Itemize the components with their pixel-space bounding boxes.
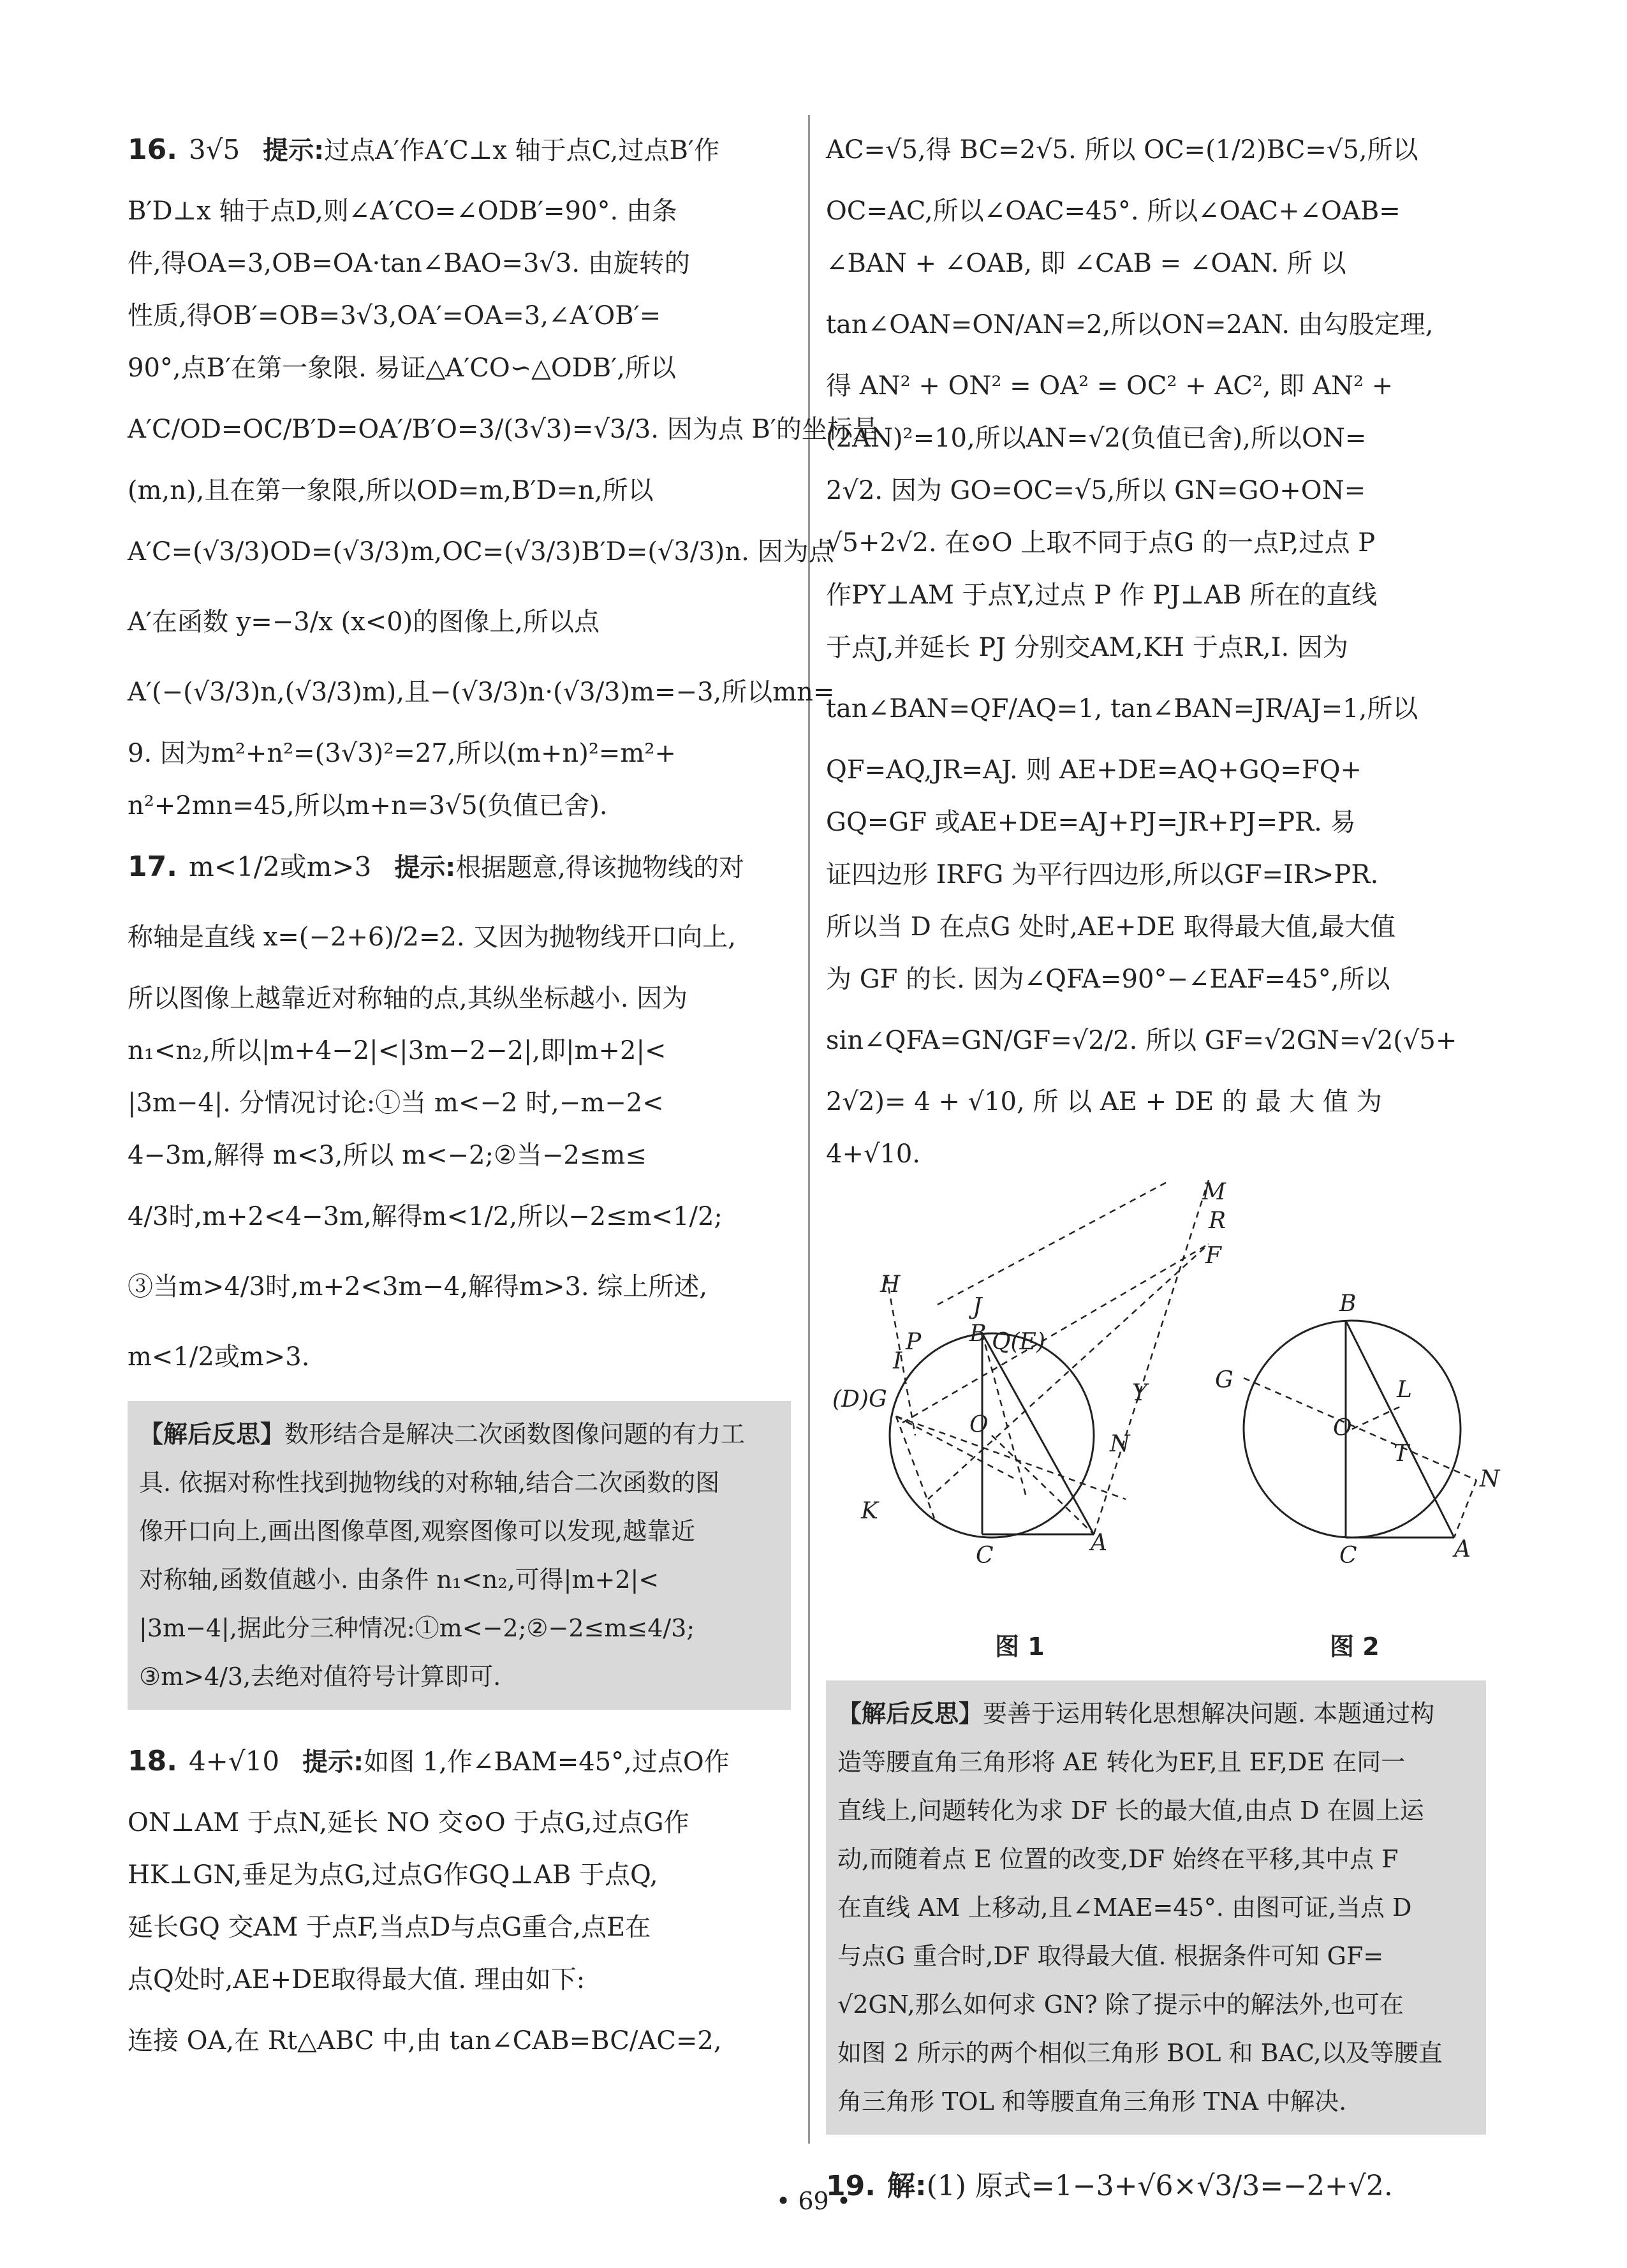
question-18: [128, 1726, 791, 2076]
reflection-tag: 【解后反思】: [139, 1420, 285, 1448]
q18-cont-line: AC=√5,得 BC=2√5. 所以 OC=(1/2)BC=√5,所以: [826, 135, 1418, 165]
q18-number: 18.: [128, 1745, 177, 1777]
q17-line: 称轴是直线 x=(−2+6)/2=2. 又因为抛物线开口向上,: [128, 923, 736, 952]
reflection-line: 在直线 AM 上移动,且∠MAE=45°. 由图可证,当点 D: [837, 1894, 1412, 1922]
reflection-line: 直线上,问题转化为求 DF 长的最大值,由点 D 在圆上运: [837, 1797, 1424, 1825]
reflection-line: 数形结合是解决二次函数图像问题的有力工: [284, 1420, 746, 1448]
q16-line: 过点A′作A′C⊥x 轴于点C,过点B′作: [324, 136, 719, 165]
reflection-line: 要善于运用转化思想解决问题. 本题通过构: [983, 1700, 1435, 1728]
figure-2: [1215, 1291, 1501, 1569]
q18-line: 延长GQ 交AM 于点F,当点D与点G重合,点E在: [128, 1913, 651, 1942]
fig1-label: I: [893, 1348, 902, 1374]
q17-line: m<1/2或m>3.: [128, 1342, 310, 1372]
q17-line: 4−3m,解得 m<3,所以 m<−2;②当−2≤m≤: [128, 1141, 647, 1170]
q17-hint-label: 提示:: [394, 853, 456, 882]
fig1-label: K: [861, 1498, 878, 1524]
reflection-tag: 【解后反思】: [837, 1700, 983, 1728]
q16-answer: 3√5: [188, 134, 240, 165]
q18-line: 点Q处时,AE+DE取得最大值. 理由如下:: [128, 1965, 585, 1994]
q19-text: (1) 原式=1−3+√6×√3/3=−2+√2.: [926, 2170, 1393, 2202]
fig1-label: (D)G: [832, 1386, 887, 1412]
q17-line: 所以图像上越靠近对称轴的点,其纵坐标越小. 因为: [128, 984, 688, 1013]
figures: [826, 1179, 1500, 1671]
q16-number: 16.: [128, 133, 177, 166]
q18-cont-line: 为 GF 的长. 因为∠QFA=90°−∠EAF=45°,所以: [826, 965, 1390, 994]
fig2-label: G: [1215, 1367, 1233, 1393]
fig1-label: R: [1209, 1208, 1226, 1234]
q17-line: 4/3时,m+2<4−3m,解得m<1/2,所以−2≤m<1/2;: [128, 1202, 723, 1231]
q18-cont-line: 得 AN² + ON² = OA² = OC² + AC², 即 AN² +: [826, 371, 1394, 401]
reflection-line: ③m>4/3,去绝对值符号计算即可.: [139, 1663, 501, 1691]
q18-cont-line: 证四边形 IRFG 为平行四边形,所以GF=IR>PR.: [826, 860, 1379, 889]
q18-cont-line: 4+√10.: [826, 1139, 921, 1169]
q18-continued: [826, 115, 1486, 1180]
q18-cont-line: (2AN)²=10,所以AN=√2(负值已舍),所以ON=: [826, 424, 1367, 453]
right-column: [826, 115, 1500, 2221]
reflection-line: √2GN,那么如何求 GN? 除了提示中的解法外,也可在: [837, 1990, 1404, 2019]
q18-cont-line: QF=AQ,JR=AJ. 则 AE+DE=AQ+GQ=FQ+: [826, 755, 1362, 785]
q18-cont-line: OC=AC,所以∠OAC=45°. 所以∠OAC+∠OAB=: [826, 196, 1401, 226]
q16-hint-label: 提示:: [263, 136, 325, 165]
q16-line: 90°,点B′在第一象限. 易证△A′CO∽△ODB′,所以: [128, 353, 676, 383]
q16-line: A′C/OD=OC/B′D=OA′/B′O=3/(3√3)=√3/3. 因为点 B′的坐标是: [128, 415, 878, 444]
fig1-label: Y: [1132, 1380, 1147, 1406]
q17-line: ③当m>4/3时,m+2<3m−4,解得m>3. 综上所述,: [128, 1272, 708, 1301]
fig1-label: M: [1202, 1179, 1226, 1205]
fig1-label: F: [1205, 1243, 1221, 1269]
reflection-line: 像开口向上,画出图像草图,观察图像可以发现,越靠近: [139, 1517, 696, 1545]
q18-hint-label: 提示:: [302, 1747, 364, 1777]
fig1-label: B: [969, 1321, 987, 1347]
q16-line: 9. 因为m²+n²=(3√3)²=27,所以(m+n)²=m²+: [128, 739, 676, 768]
q17-line: 根据题意,得该抛物线的对: [455, 853, 745, 882]
q16-line: 件,得OA=3,OB=OA·tan∠BAO=3√3. 由旋转的: [128, 249, 690, 278]
reflection-box-17: [128, 1401, 791, 1710]
fig1-label: O: [969, 1412, 989, 1438]
fig2-label: O: [1333, 1415, 1352, 1441]
fig2-label: C: [1339, 1543, 1357, 1569]
q18-cont-line: √5+2√2. 在⊙O 上取不同于点G 的一点P,过点 P: [826, 528, 1376, 558]
reflection-line: 动,而随着点 E 位置的改变,DF 始终在平移,其中点 F: [837, 1845, 1399, 1873]
reflection-line: |3m−4|,据此分三种情况:①m<−2;②−2≤m≤4/3;: [139, 1614, 695, 1642]
fig2-label: N: [1480, 1466, 1500, 1492]
q16-line: n²+2mn=45,所以m+n=3√5(负值已舍).: [128, 791, 608, 820]
fig2-label: B: [1339, 1291, 1357, 1317]
q18-cont-line: 2√2. 因为 GO=OC=√5,所以 GN=GO+ON=: [826, 476, 1366, 505]
q16-line: A′在函数 y=−3/x (x<0)的图像上,所以点: [128, 607, 600, 637]
fig1-label: J: [973, 1294, 982, 1320]
fig2-label: A: [1454, 1536, 1471, 1562]
q18-line: ON⊥AM 于点N,延长 NO 交⊙O 于点G,过点G作: [128, 1808, 689, 1837]
reflection-line: 如图 2 所示的两个相似三角形 BOL 和 BAC,以及等腰直: [837, 2039, 1443, 2067]
fig1-label: Q(E): [992, 1329, 1045, 1355]
fig1-label: H: [880, 1271, 901, 1298]
q17-line: n₁<n₂,所以|m+4−2|<|3m−2−2|,即|m+2|<: [128, 1036, 666, 1065]
q18-line: 连接 OA,在 Rt△ABC 中,由 tan∠CAB=BC/AC=2,: [128, 2026, 722, 2056]
q19-label: 解:: [887, 2170, 927, 2202]
reflection-line: 对称轴,函数值越小. 由条件 n₁<n₂,可得|m+2|<: [139, 1566, 659, 1594]
figure-1-labels: [832, 1179, 1226, 1569]
fig1-label: P: [906, 1329, 922, 1355]
q16-line: A′(−(√3/3)n,(√3/3)m),且−(√3/3)n·(√3/3)m=−3,所以mn=: [128, 678, 835, 707]
q16-line: (m,n),且在第一象限,所以OD=m,B′D=n,所以: [128, 476, 654, 505]
q17-line: |3m−4|. 分情况讨论:①当 m<−2 时,−m−2<: [128, 1088, 664, 1118]
q17-answer: m<1/2或m>3: [188, 851, 372, 882]
figure-1: [826, 1179, 1500, 1627]
q18-cont-line: 2√2)= 4 + √10, 所 以 AE + DE 的 最 大 值 为: [826, 1087, 1382, 1116]
q16-line: B′D⊥x 轴于点D,则∠A′CO=∠ODB′=90°. 由条: [128, 196, 677, 226]
reflection-box-18: [826, 1680, 1486, 2135]
q18-line: 如图 1,作∠BAM=45°,过点O作: [364, 1747, 730, 1777]
q18-cont-line: 所以当 D 在点G 处时,AE+DE 取得最大值,最大值: [826, 912, 1396, 942]
q18-cont-line: ∠BAN + ∠OAB, 即 ∠CAB = ∠OAN. 所 以: [826, 249, 1346, 278]
q16-line: A′C=(√3/3)OD=(√3/3)m,OC=(√3/3)B′D=(√3/3)n. 因为点: [128, 537, 834, 567]
reflection-line: 具. 依据对称性找到抛物线的对称轴,结合二次函数的图: [139, 1469, 720, 1497]
reflection-line: 与点G 重合时,DF 取得最大值. 根据条件可知 GF=: [837, 1942, 1384, 1970]
page-number: • 69 •: [776, 2187, 851, 2215]
q18-cont-line: 于点J,并延长 PJ 分别交AM,KH 于点R,I. 因为: [826, 633, 1348, 662]
fig1-label: C: [976, 1543, 994, 1569]
fig1-label: N: [1110, 1431, 1130, 1457]
q16-line: 性质,得OB′=OB=3√3,OA′=OA=3,∠A′OB′=: [128, 301, 661, 330]
q18-answer: 4+√10: [188, 1745, 280, 1777]
reflection-line: 角三角形 TOL 和等腰直角三角形 TNA 中解决.: [837, 2087, 1347, 2116]
q18-cont-line: tan∠OAN=ON/AN=2,所以ON=2AN. 由勾股定理,: [826, 310, 1434, 339]
q18-line: HK⊥GN,垂足为点G,过点G作GQ⊥AB 于点Q,: [128, 1860, 658, 1890]
q18-cont-line: sin∠QFA=GN/GF=√2/2. 所以 GF=√2GN=√2(√5+: [826, 1026, 1457, 1055]
question-17: [128, 832, 791, 1392]
q18-cont-line: tan∠BAN=QF/AQ=1, tan∠BAN=JR/AJ=1,所以: [826, 694, 1418, 723]
fig1-label: A: [1091, 1530, 1107, 1556]
q19-number: 19.: [826, 2170, 876, 2202]
q17-number: 17.: [128, 850, 177, 883]
figure-2-caption: 图 2: [1330, 1633, 1380, 1661]
fig2-label: T: [1394, 1441, 1410, 1467]
q18-cont-line: GQ=GF 或AE+DE=AJ+PJ=JR+PJ=PR. 易: [826, 808, 1356, 837]
q18-cont-line: 作PY⊥AM 于点Y,过点 P 作 PJ⊥AB 所在的直线: [826, 581, 1378, 610]
reflection-line: 造等腰直角三角形将 AE 转化为EF,且 EF,DE 在同一: [837, 1748, 1406, 1776]
fig2-label: L: [1397, 1377, 1412, 1403]
figure-1-caption: 图 1: [995, 1633, 1045, 1661]
question-16: [128, 115, 878, 832]
